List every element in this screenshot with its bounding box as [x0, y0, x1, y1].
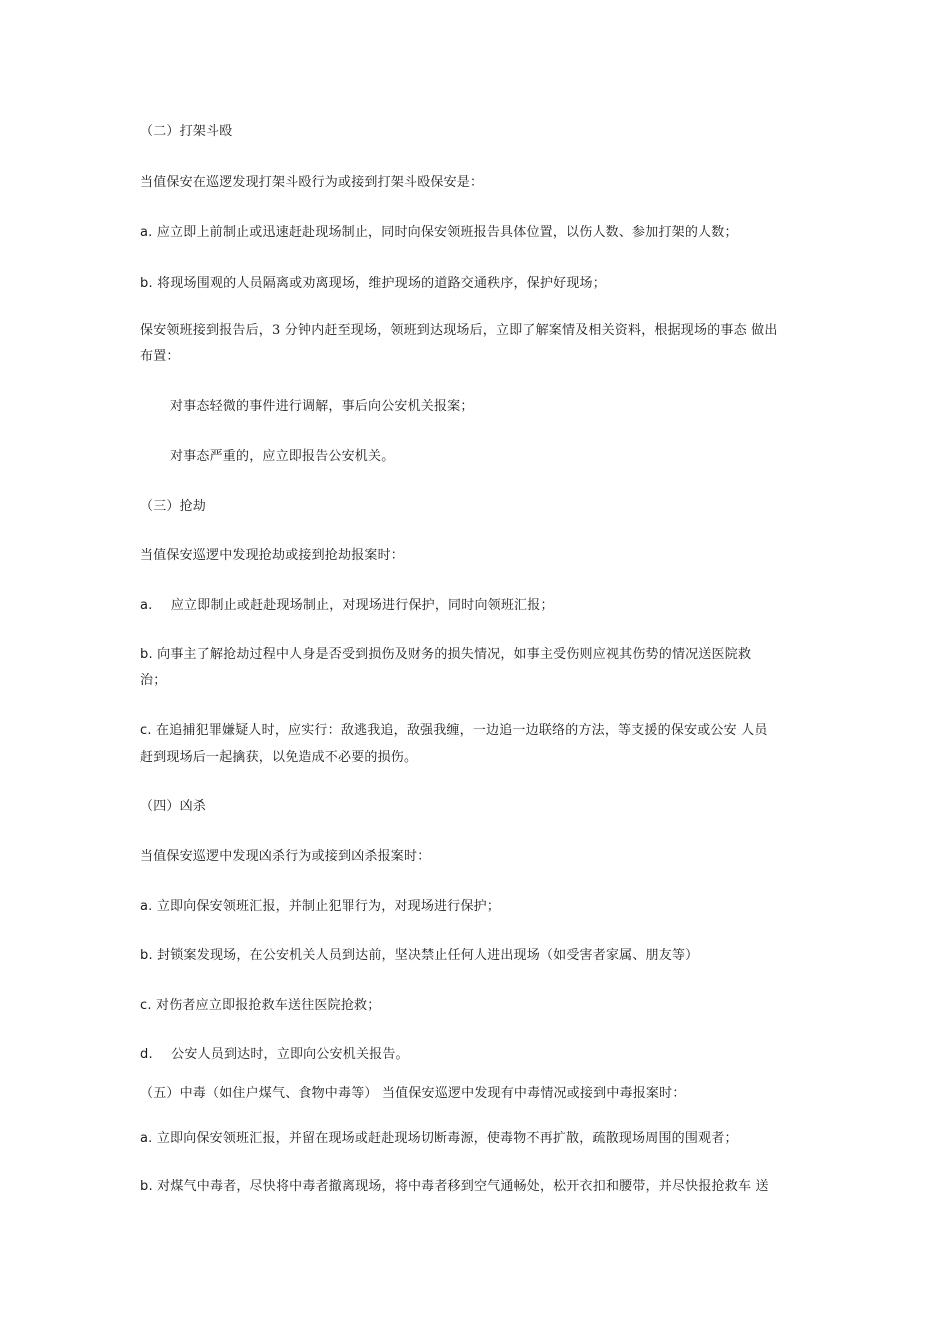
- list-marker: d.: [140, 1047, 153, 1062]
- section-heading-homicide: [140, 798, 206, 816]
- list-item: [140, 597, 554, 615]
- line-text: 封锁案发现场，在公安机关人员到达前，坚决禁止任何人进出现场（如受害者家属、朋友等）: [157, 948, 699, 963]
- list-marker: b.: [140, 276, 153, 291]
- line-text: 当值保安在巡逻发现打架斗殴行为或接到打架斗殴保安是：: [140, 175, 484, 190]
- list-item-continuation: [140, 749, 417, 767]
- line-text: （二）打架斗殴: [140, 124, 233, 139]
- list-marker: a.: [140, 899, 153, 914]
- section-heading-robbery: [140, 498, 206, 516]
- line-text: 对事态严重的，应立即报告公安机关。: [170, 449, 395, 464]
- line-text: 将现场围观的人员隔离或劝离现场，维护现场的道路交通秩序，保护好现场；: [157, 276, 606, 291]
- line-text: 向事主了解抢劫过程中人身是否受到损伤及财务的损失情况，如事主受伤则应视其伤势的情况送医院救: [157, 647, 752, 662]
- line-text: 公安人员到达时，立即向公安机关报告。: [171, 1047, 409, 1062]
- section-heading-poisoning: [140, 1085, 686, 1103]
- list-marker: b.: [140, 948, 153, 963]
- line-text: 立即向保安领班汇报，并留在现场或赶赴现场切断毒源，使毒物不再扩散，疏散现场周围的围观者；: [156, 1131, 738, 1146]
- list-item: [140, 1130, 738, 1148]
- line-text: （四）凶杀: [140, 799, 207, 814]
- line-text: 立即向保安领班汇报，并制止犯罪行为，对现场进行保护；: [156, 899, 501, 914]
- line-text: 对事态轻微的事件进行调解，事后向公安机关报案；: [170, 399, 474, 414]
- paragraph: [140, 547, 404, 565]
- list-item: [140, 224, 738, 242]
- list-item: [140, 1046, 409, 1064]
- indented-item: [170, 398, 474, 416]
- paragraph: [140, 174, 483, 192]
- paragraph: [140, 848, 430, 866]
- line-text: 对煤气中毒者，尽快将中毒者撤离现场，将中毒者移到空气通畅处，松开衣扣和腰带，并尽快报抢救车 送: [157, 1179, 769, 1194]
- line-text: 对伤者应立即报抢救车送往医院抢救；: [156, 998, 381, 1013]
- list-marker: a.: [140, 1131, 153, 1146]
- list-marker: c.: [140, 723, 152, 738]
- list-item-continuation: [140, 672, 166, 690]
- line-text: 治；: [140, 673, 167, 688]
- list-marker: a.: [140, 225, 153, 240]
- line-text: 当值保安巡逻中发现抢劫或接到抢劫报案时：: [140, 548, 405, 563]
- list-marker: c.: [140, 998, 152, 1013]
- paragraph: [140, 322, 778, 340]
- section-heading-fighting: [140, 123, 232, 141]
- list-item: [140, 1178, 769, 1196]
- line-text: 当值保安巡逻中发现凶杀行为或接到凶杀报案时：: [140, 849, 431, 864]
- list-marker: b.: [140, 647, 153, 662]
- line-text: 保安领班接到报告后，3 分钟内赶至现场，领班到达现场后，立即了解案情及相关资料，根据现场的事态 做出: [140, 323, 778, 338]
- list-marker: b.: [140, 1179, 153, 1194]
- list-item: [140, 275, 606, 293]
- list-item: [140, 997, 380, 1015]
- list-item: [140, 722, 768, 740]
- list-marker: a.: [140, 598, 153, 613]
- line-text: 在追捕犯罪嫌疑人时，应实行：敌逃我追，敌强我缠，一边追一边联络的方法，等支援的保安或公安 人员: [156, 723, 768, 738]
- line-text: 布置：: [140, 349, 180, 364]
- line-text: 应立即上前制止或迅速赶赴现场制止，同时向保安领班报告具体位置，以伤人数、参加打架的人数；: [156, 225, 738, 240]
- line-text: 应立即制止或赶赴现场制止，对现场进行保护，同时向领班汇报；: [170, 598, 554, 613]
- list-item: [140, 646, 751, 664]
- list-item: [140, 947, 698, 965]
- paragraph-continuation: [140, 348, 180, 366]
- list-item: [140, 898, 500, 916]
- indented-item: [170, 448, 394, 466]
- line-text: （五）中毒（如住户煤气、食物中毒等） 当值保安巡逻中发现有中毒情况或接到中毒报案时：: [140, 1086, 686, 1101]
- line-text: 赶到现场后一起擒获，以免造成不必要的损伤。: [140, 750, 418, 765]
- line-text: （三）抢劫: [140, 499, 207, 514]
